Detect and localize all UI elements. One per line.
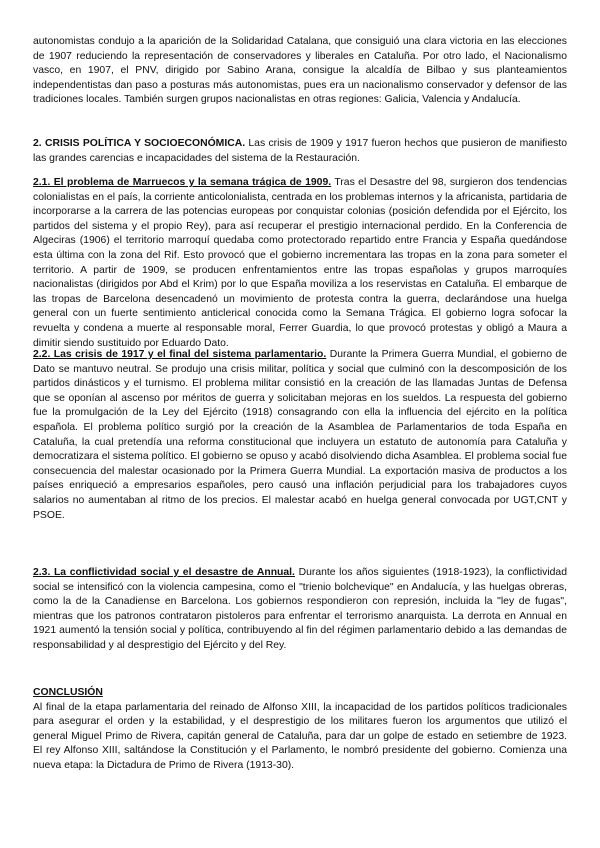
subsection-2-1-paragraph — [33, 176, 567, 351]
subsection-2-3-heading: 2.3. La conflictividad social y el desastre de Annual. — [33, 567, 295, 578]
conclusion-heading: CONCLUSIÓN — [33, 687, 103, 698]
section-2-text: Las crisis de 1909 y 1917 fueron hechos que pusieron de manifiesto las grandes carencias e incapacidades del sistema de la Restauración. — [33, 138, 567, 164]
conclusion-paragraph — [33, 686, 567, 774]
intro-paragraph — [33, 35, 567, 108]
section-2-paragraph — [33, 137, 567, 166]
section-2-heading: 2. CRISIS POLÍTICA Y SOCIOECONÓMICA. — [33, 138, 246, 149]
subsection-2-2-text: Durante la Primera Guerra Mundial, el gobierno de Dato se mantuvo neutral. Se produjo una crisis militar, política y social que culminó con la descomposición de los partidos dinásticos y el turnismo. El problema militar consistió en la creación de las llamadas Juntas de Defensa que se oponían al ascenso por méritos de guerra y solicitaban mejoras en los sueldos. La respuesta del gobierno fue la promulgación de la Ley del Ejército (1918) consagrando con ella la influencia del ejército en la política española. El problema político surgió por la creación de la Asamblea de Parlamentarios de toda España en Cataluña, la cual pretendía una reforma constitucional que incluyera un estatuto de autonomía para Cataluña y democratizara el sistema político. El gobierno se opuso y acabó disolviendo dicha Asamblea. El problema social fue consecuencia del malestar ocasionado por la Primera Guerra Mundial. La exportación masiva de productos a los países enriqueció a empresarios españoles, pero causó una inflación perjudicial para los trabajadores cuyos salarios no aumentaban al ritmo de los precios. El malestar acabó en huelga general convocada por UGT,CNT y PSOE. — [33, 349, 567, 521]
conclusion-text: Al final de la etapa parlamentaria del reinado de Alfonso XIII, la incapacidad de los partidos políticos tradicionales para asegurar el orden y la estabilidad, y el desprestigio de los militares fueron los argumentos que utilizó el general Miguel Primo de Rivera, capitán general de Cataluña, para dar un golpe de estado en setiembre de 1923. El rey Alfonso XIII, saltándose la Constitución y el Parlamento, le nombró presidente del gobierno. Comienza una nueva etapa: la Dictadura de Primo de Rivera (1913-30). — [33, 701, 567, 771]
intro-text: autonomistas condujo a la aparición de la Solidaridad Catalana, que consiguió una clara victoria en las elecciones de 1907 reduciendo la representación de conservadores y liberales en Cataluña. Por otro lado, el Nacionalismo vasco, en 1907, el PNV, dirigido por Sabino Arana, consigue la alcaldía de Bilbao y sus planteamientos independentistas dan paso a posturas más autonomistas, pues era un nacionalismo conservador y defensor de las tradiciones locales. También surgen grupos nacionalistas en otras regiones: Galicia, Valencia y Andalucía. — [33, 36, 567, 106]
subsection-2-2-heading: 2.2. Las crisis de 1917 y el final del sistema parlamentario. — [33, 349, 327, 360]
subsection-2-3-paragraph — [33, 566, 567, 654]
subsection-2-2-paragraph — [33, 348, 567, 523]
subsection-2-1-text: Tras el Desastre del 98, surgieron dos tendencias colonialistas en el país, la corriente anticolonialista, centrada en los problemas internos y la africanista, partidaria de incorporarse a la carrera de las potencias europeas por conquistar colonias (posición defendida por el Ejército, los partidos del sistema y el propio Rey), para así recuperar el prestigio internacional perdido. En la Conferencia de Algeciras (1906) el territorio marroquí quedaba como protectorado repartido entre Francia y España quedándose esta última con la zona del Rif. Esto provocó que el gobierno incrementara las tropas en la zona para someter el territorio. A partir de 1909, se producen enfrentamientos entre las tropas españolas y grupos marroquíes nacionalistas (dirigidos por Abd el Krim) por lo que España moviliza a los reservistas en Cataluña. El embarque de las tropas de Barcelona desencadenó un movimiento de protesta contra la guerra, declarándose una huelga general con un fuerte sentimiento anticlerical conocida como la Semana Trágica. El gobierno logra sofocar la revuelta y condena a muerte al responsable moral, Ferrer Guardia, lo que provocó protestas y obligó a Maura a dimitir siendo sustituido por Eduardo Dato. — [33, 177, 568, 349]
subsection-2-3-text: Durante los años siguientes (1918-1923), la conflictividad social se intensificó con la violencia campesina, como el "trienio bolchevique" en Andalucía, y las huelgas obreras, como la de la Canadiense en Barcelona. Los gobiernos respondieron con represión, incluida la "ley de fugas", mientras que los patronos contrataron pistoleros para enfrentar el terrorismo anarquista. La derrota en Annual en 1921 aumentó la tensión social y política, contribuyendo al fin del régimen parlamentario debido a las demandas de responsabilidad y al desprestigio del Ejército y del Rey. — [33, 567, 567, 651]
subsection-2-1-heading: 2.1. El problema de Marruecos y la semana trágica de 1909. — [33, 177, 332, 188]
